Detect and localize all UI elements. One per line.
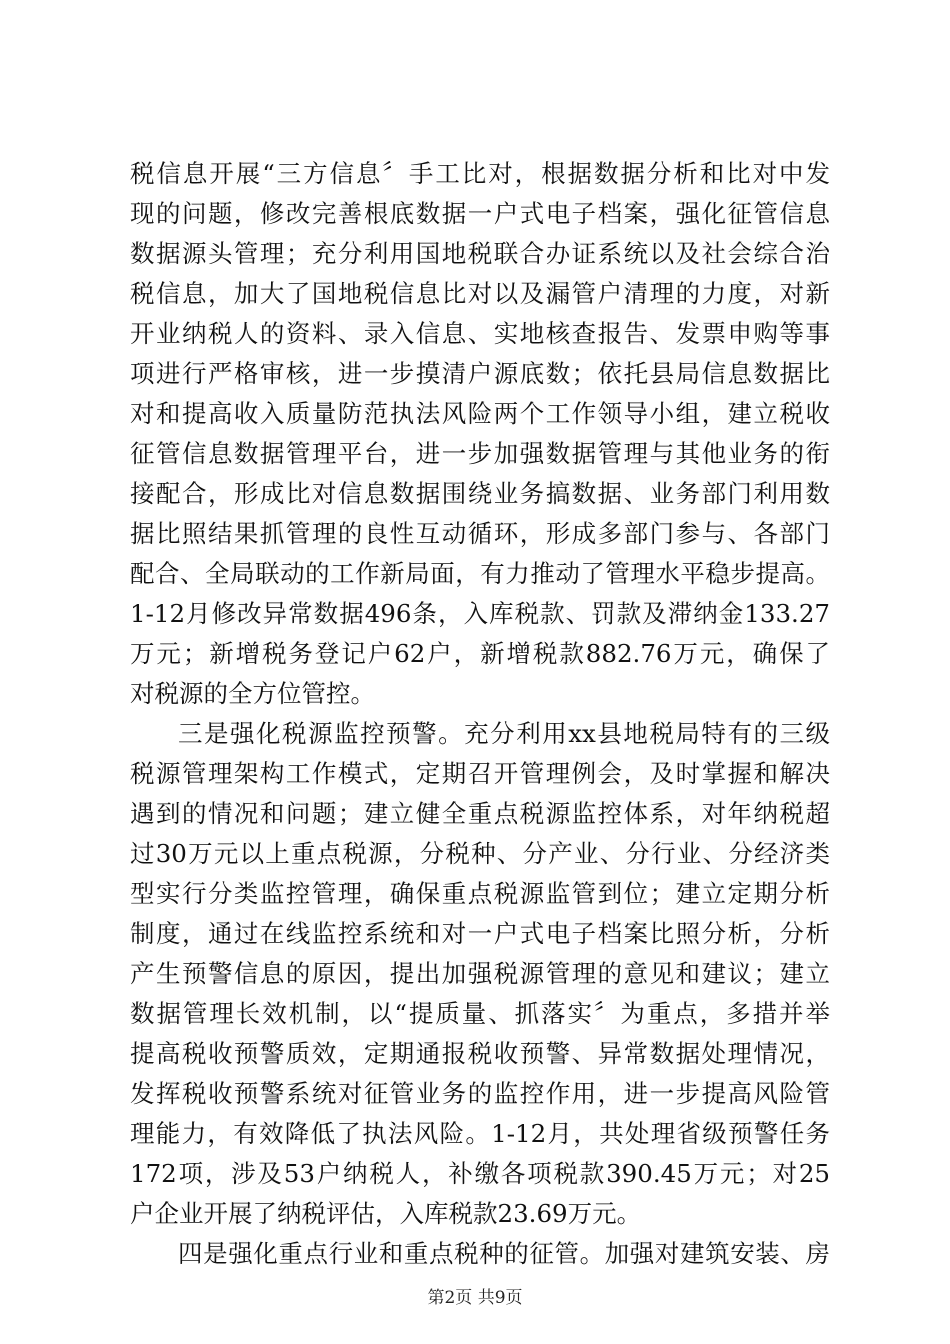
body-text-line: 遇到的情况和问题；建立健全重点税源监控体系，对年纳税超: [130, 799, 830, 828]
body-text-line: 产生预警信息的原因，提出加强税源管理的意见和建议；建立: [130, 959, 830, 988]
body-text-line: 制度，通过在线监控系统和对一户式电子档案比照分析，分析: [130, 919, 830, 948]
body-text-line: 172项，涉及53户纳税人，补缴各项税款390.45万元；对25: [130, 1159, 830, 1188]
body-text-line: 理能力，有效降低了执法风险。1-12月，共处理省级预警任务: [130, 1119, 830, 1148]
body-text-line: 1-12月修改异常数据496条，入库税款、罚款及滞纳金133.27: [130, 599, 830, 628]
body-text-line: 配合、全局联动的工作新局面，有力推动了管理水平稳步提高。: [130, 559, 830, 588]
body-text-line: 发挥税收预警系统对征管业务的监控作用，进一步提高风险管: [130, 1079, 830, 1108]
body-text-line: 户企业开展了纳税评估，入库税款23.69万元。: [130, 1199, 642, 1228]
page-number-footer: 第2页 共9页: [427, 1288, 523, 1308]
body-text-line: 征管信息数据管理平台，进一步加强数据管理与其他业务的衔: [130, 439, 830, 468]
body-text-line: 税源管理架构工作模式，定期召开管理例会，及时掌握和解决: [130, 759, 830, 788]
body-text-line: 型实行分类监控管理，确保重点税源监管到位；建立定期分析: [130, 879, 830, 908]
body-text-line: 对税源的全方位管控。: [130, 679, 375, 708]
paragraph-first-line: 三是强化税源监控预警。充分利用xx县地税局特有的三级: [178, 719, 830, 748]
body-text-line: 提高税收预警质效，定期通报税收预警、异常数据处理情况，: [130, 1039, 830, 1068]
body-text-line: 万元；新增税务登记户62户，新增税款882.76万元，确保了: [130, 639, 830, 668]
body-text-line: 税信息开展“三方信息〞手工比对，根据数据分析和比对中发: [130, 159, 830, 188]
paragraph-first-line: 四是强化重点行业和重点税种的征管。加强对建筑安装、房: [178, 1239, 830, 1268]
body-text-line: 数据管理长效机制，以“提质量、抓落实〞为重点，多措并举: [130, 999, 830, 1028]
body-text-line: 开业纳税人的资料、录入信息、实地核查报告、发票申购等事: [130, 319, 830, 348]
body-text-line: 现的问题，修改完善根底数据一户式电子档案，强化征管信息: [130, 199, 830, 228]
body-text-line: 对和提高收入质量防范执法风险两个工作领导小组，建立税收: [130, 399, 830, 428]
body-text-line: 数据源头管理；充分利用国地税联合办证系统以及社会综合治: [130, 239, 830, 268]
body-text-line: 接配合，形成比对信息数据围绕业务搞数据、业务部门利用数: [130, 479, 830, 508]
body-text-line: 据比照结果抓管理的良性互动循环，形成多部门参与、各部门: [130, 519, 830, 548]
body-text-line: 税信息，加大了国地税信息比对以及漏管户清理的力度，对新: [130, 279, 830, 308]
body-text-line: 过30万元以上重点税源，分税种、分产业、分行业、分经济类: [130, 839, 830, 868]
body-text-line: 项进行严格审核，进一步摸清户源底数；依托县局信息数据比: [130, 359, 830, 388]
